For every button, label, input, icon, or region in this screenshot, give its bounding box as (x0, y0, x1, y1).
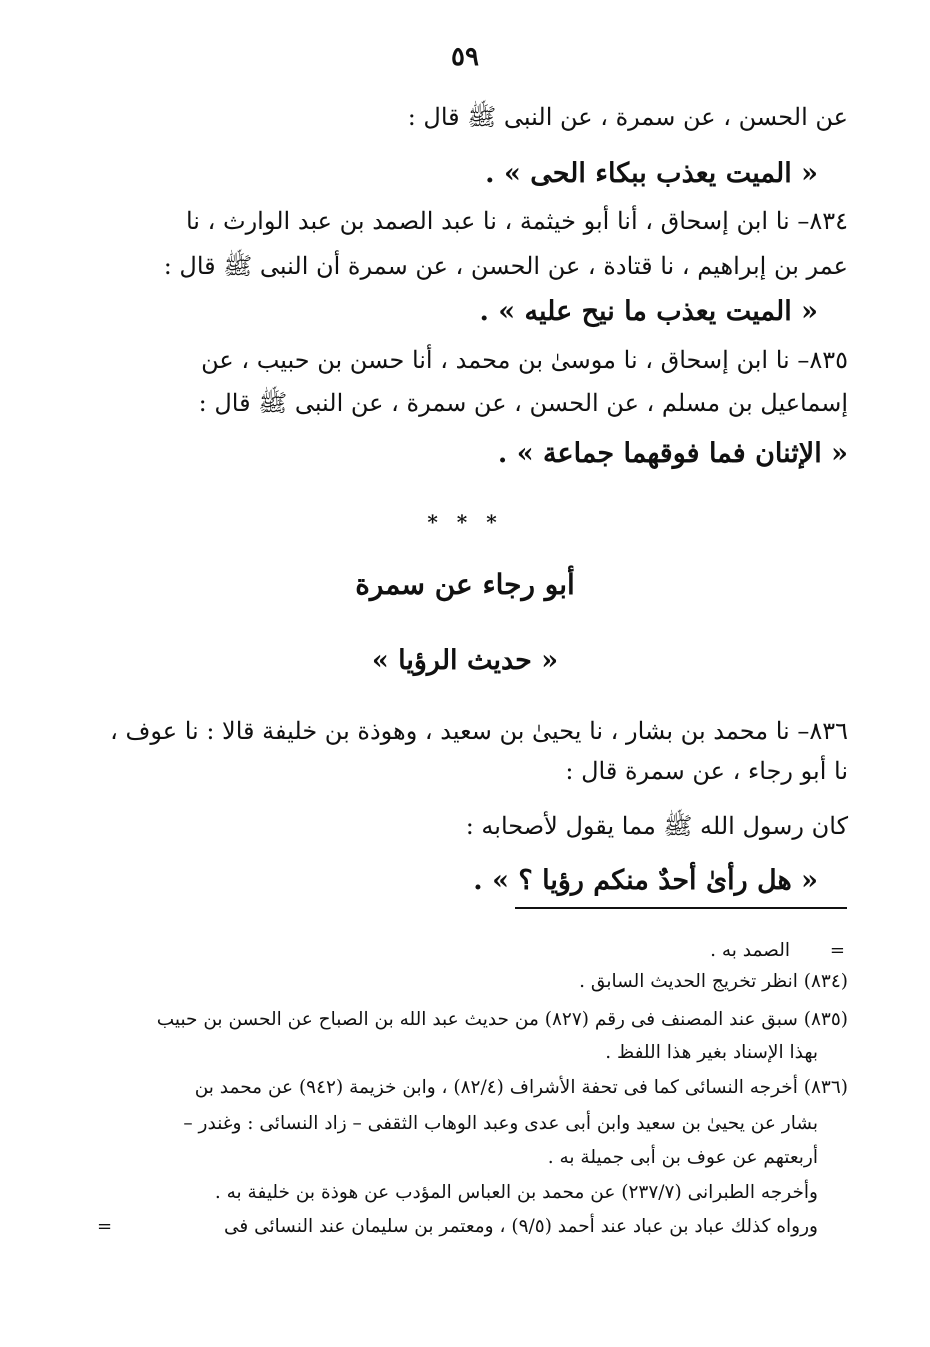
footnote-line: بهذا الإسناد بغير هذا اللفظ . (605, 1042, 818, 1063)
page-number: ٥٩ (451, 42, 479, 72)
hadith-quote: « الميت يعذب ببكاء الحى » . (485, 158, 818, 189)
hadith-quote: « هل رأىٰ أحدٌ منكم رؤيا ؟ » . (473, 865, 818, 896)
body-line: عمر بن إبراهيم ، نا قتادة ، عن الحسن ، عن سمرة أن النبى ﷺ قال : (163, 252, 848, 280)
footnote-835: (٨٣٥) سبق عند المصنف فى رقم (٨٢٧) من حديث عبد الله بن الصباح عن الحسن بن حبيب (156, 1009, 848, 1030)
hadith-quote: « الميت يعذب ما نيح عليه » . (479, 296, 818, 327)
footnote-line: ورواه كذلك عباد بن عباد عند أحمد (٩/٥) ، ومعتمر بن سليمان عند النسائى فى (223, 1216, 818, 1237)
footnote-line: وأخرجه الطبرانى (٢٣٧/٧) عن محمد بن العباس المؤدب عن هوذة بن خليفة به . (214, 1182, 818, 1203)
continuation-mark: = (97, 1216, 113, 1237)
footnote-line: أربعتهم عن عوف بن أبى جميلة به . (547, 1147, 818, 1168)
footnote-continuation: الصمد به . (710, 940, 790, 961)
hadith-isnad: ٨٣٦– نا محمد بن بشار ، نا يحيىٰ بن سعيد ، وهوذة بن خليفة قالا : نا عوف ، (110, 717, 848, 745)
footnote-836: (٨٣٦) أخرجه النسائى كما فى تحفة الأشراف (٨٢/٤) ، وابن خزيمة (٩٤٢) عن محمد بن (194, 1077, 848, 1098)
section-title: أبو رجاء عن سمرة (355, 568, 575, 601)
body-line: إسماعيل بن مسلم ، عن الحسن ، عن سمرة ، عن النبى ﷺ قال : (198, 389, 848, 417)
hadith-isnad: ٨٣٤– نا ابن إسحاق ، أنا أبو خيثمة ، نا عبد الصمد بن عبد الوارث ، نا (185, 207, 848, 235)
section-subtitle: « حديث الرؤيا » (371, 645, 559, 676)
hadith-isnad: ٨٣٥– نا ابن إسحاق ، نا موسىٰ بن محمد ، أنا حسن بن حبيب ، عن (201, 346, 848, 374)
footnote-divider (515, 907, 847, 909)
section-separator: * * * (427, 510, 503, 534)
body-line: كان رسول الله ﷺ مما يقول لأصحابه : (465, 812, 848, 840)
body-line: نا أبو رجاء ، عن سمرة قال : (565, 757, 848, 785)
hadith-quote: « الإثنان فما فوقهما جماعة » . (497, 438, 848, 469)
footnote-834: (٨٣٤) انظر تخريج الحديث السابق . (579, 971, 848, 992)
continuation-mark: = (829, 940, 845, 961)
body-line: عن الحسن ، عن سمرة ، عن النبى ﷺ قال : (407, 103, 848, 131)
footnote-line: بشار عن يحيىٰ بن سعيد وابن أبى عدى وعبد الوهاب الثقفى – زاد النسائى : وغندر – (183, 1113, 818, 1134)
